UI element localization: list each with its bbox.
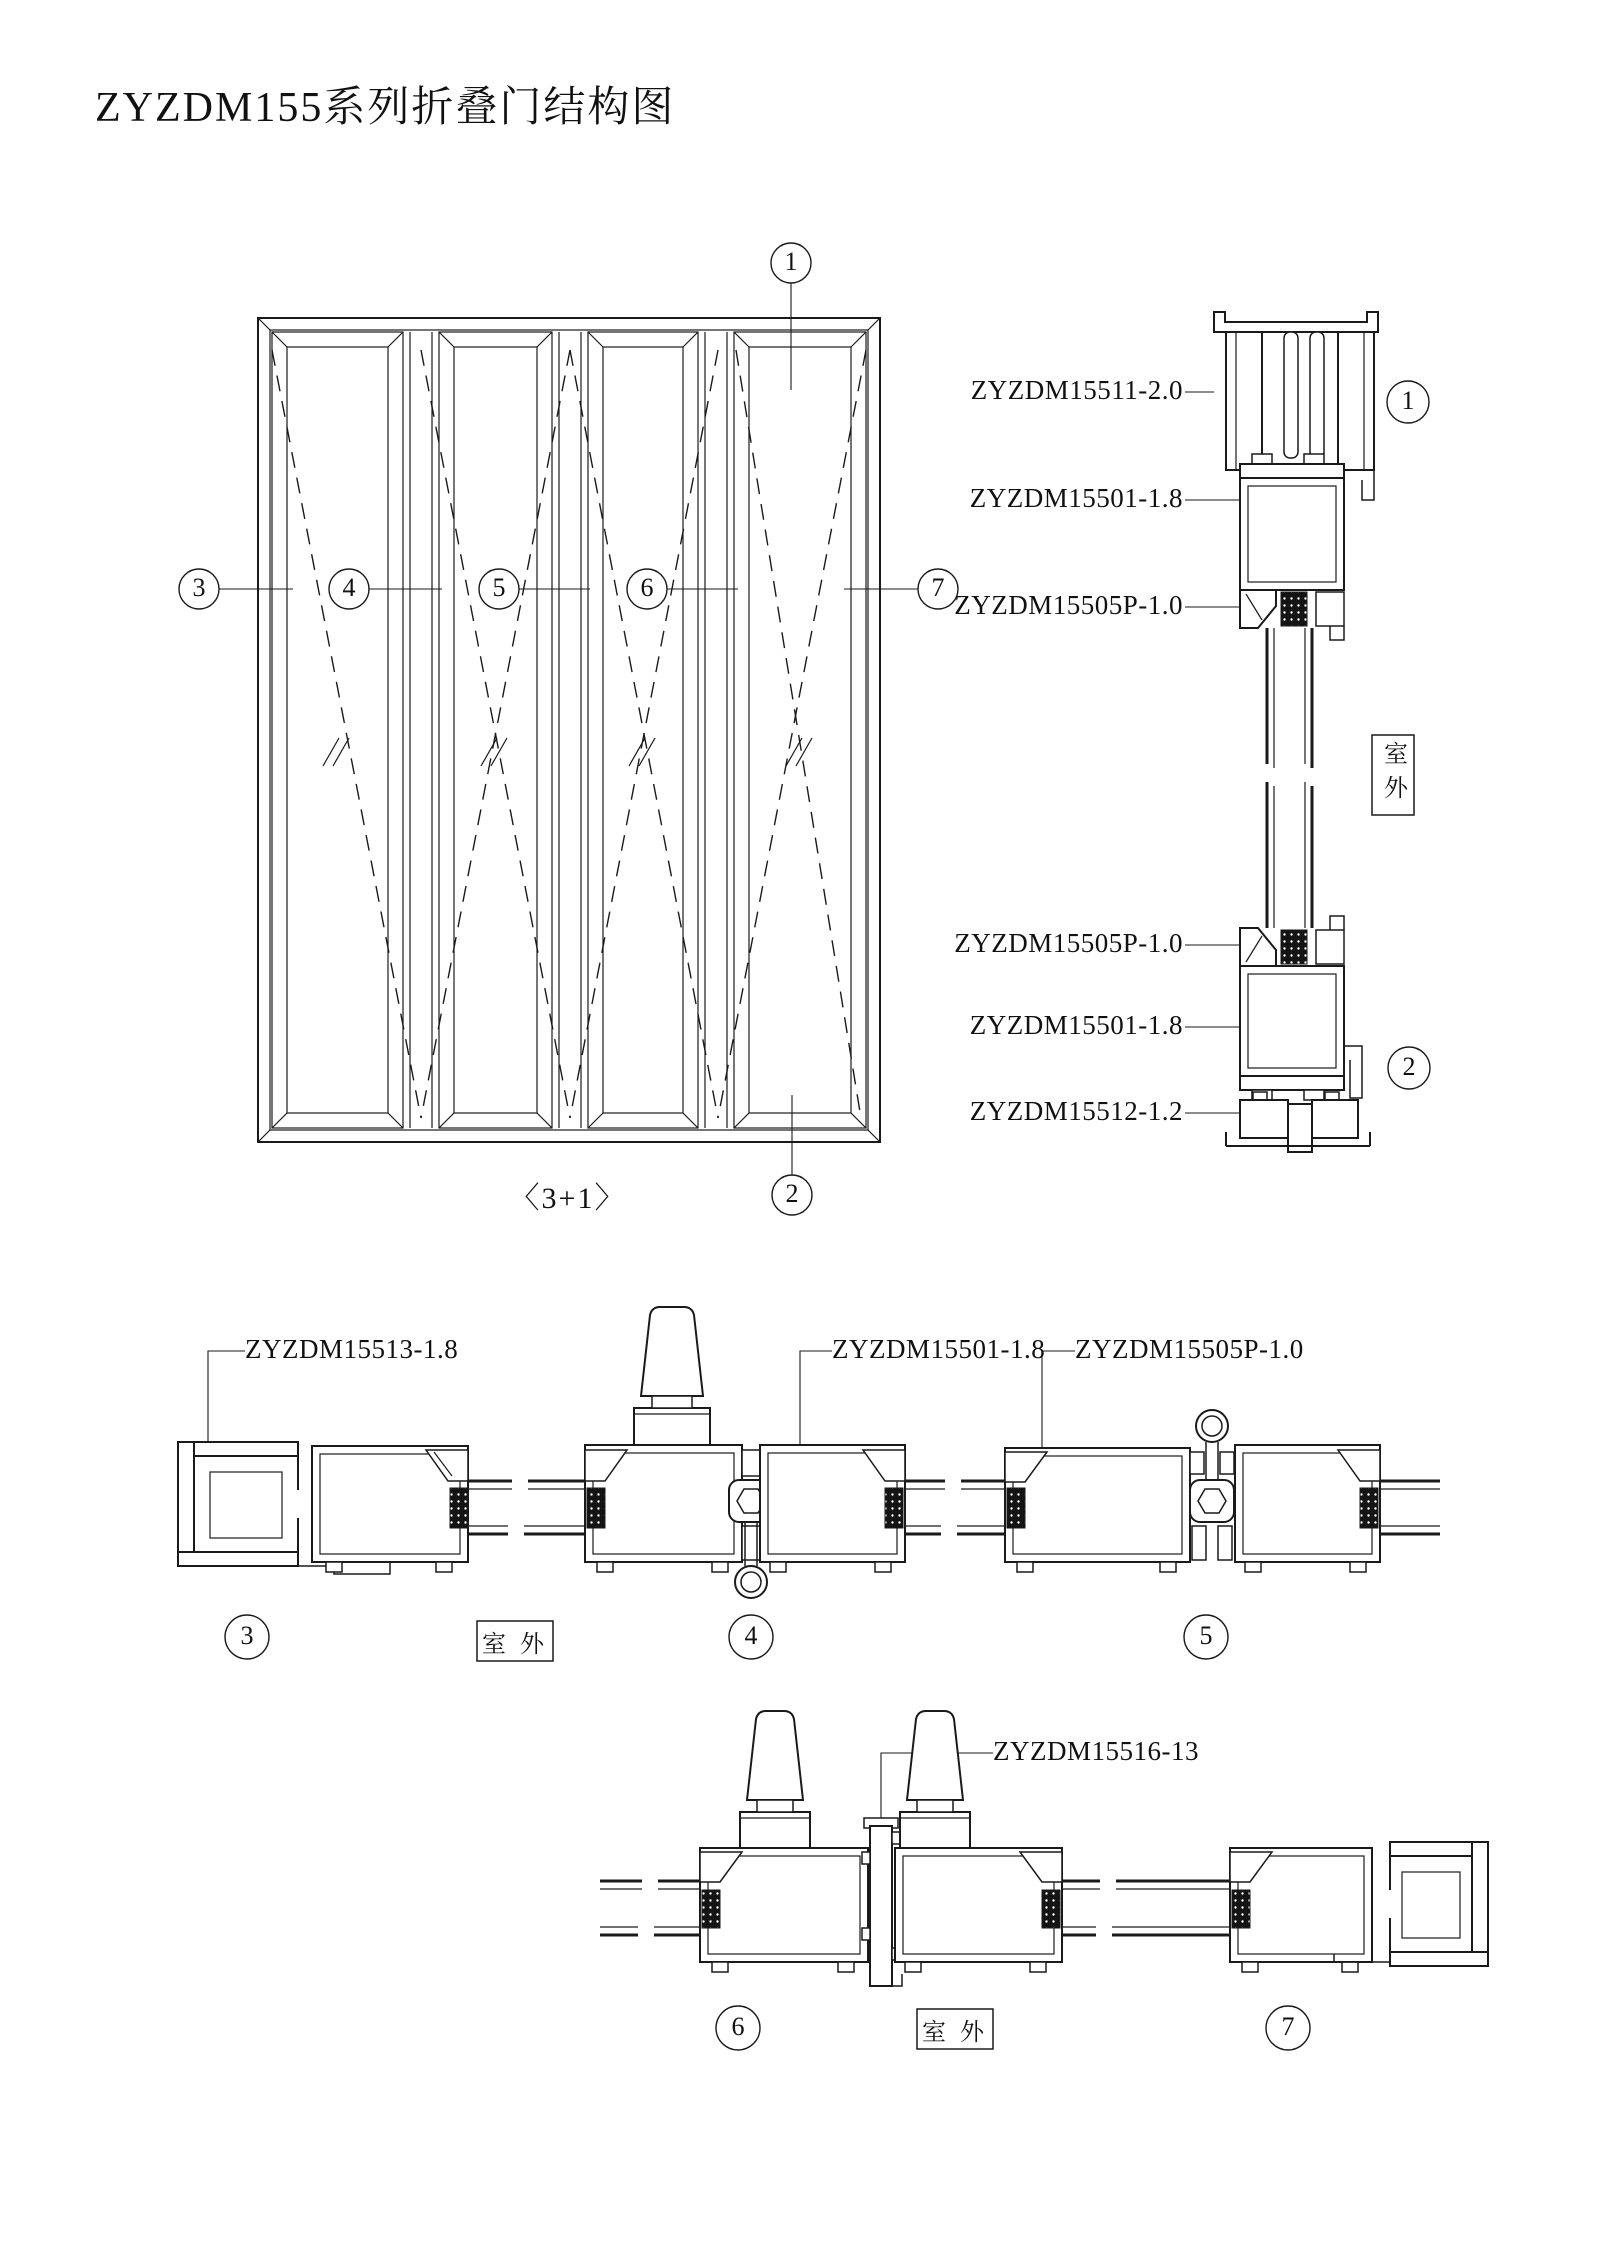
part-label-15505p-bottom: ZYZDM15505P-1.0 [954,928,1183,958]
callout-number-2: 2 [785,1178,799,1208]
configuration-label: 〈3+1〉 [509,1182,627,1215]
part-label-15501-row1: ZYZDM15501-1.8 [832,1334,1046,1364]
glass-run-2 [905,1481,1005,1534]
section6-handle-right [900,1711,970,1848]
glazing-bead-bottom [1240,928,1276,966]
vertical-section-detail [1185,312,1430,1152]
section-callout-number-7: 7 [1281,2011,1295,2041]
callout-number-7: 7 [931,572,945,602]
callout-number-1: 1 [784,246,798,276]
detail-callout-number-1: 1 [1401,385,1415,415]
section3-stile-profile [312,1446,468,1572]
part-label-15501-top: ZYZDM15501-1.8 [969,483,1183,513]
section-callout-number-5: 5 [1199,1620,1213,1650]
bottom-track-profile [1226,1092,1370,1152]
section5-right-stile [1235,1445,1380,1572]
section-callout-number-3: 3 [240,1620,254,1650]
section-callout-number-4: 4 [744,1620,758,1650]
section4-right-stile [760,1445,905,1572]
door-top-rail-profile [1240,454,1344,640]
part-label-15516: ZYZDM15516-13 [993,1736,1199,1766]
glass-run-3 [1380,1481,1440,1534]
glass-symbols [323,738,812,766]
callout-number-3: 3 [192,572,206,602]
glass-run-5 [1062,1881,1230,1935]
callout-number-4: 4 [342,572,356,602]
glass-run-1 [468,1481,585,1534]
part-label-15505p-top: ZYZDM15505P-1.0 [954,590,1183,620]
part-label-15501-bottom: ZYZDM15501-1.8 [969,1010,1183,1040]
section4-left-stile [585,1445,742,1572]
outdoor-label-vertical: 室外 [1379,741,1406,809]
callout-number-5: 5 [492,572,506,602]
part-label-15505p-row1: ZYZDM15505P-1.0 [1075,1334,1304,1364]
part-label-15512: ZYZDM15512-1.2 [969,1096,1183,1126]
glass-run-4 [600,1881,700,1935]
section6-handle-left [740,1711,810,1848]
section4-handle [634,1307,710,1445]
section5-left-stile [1005,1448,1190,1572]
section7-stile-profile [1230,1848,1372,1972]
section6-right-stile [895,1848,1062,1972]
part-label-15513: ZYZDM15513-1.8 [245,1334,459,1364]
section6-left-stile [700,1848,868,1972]
section5-hinge [1190,1410,1234,1560]
glazing-bead-top [1240,590,1276,628]
glazing-gasket-top [1281,592,1307,626]
door-bottom-rail-profile [1240,916,1362,1100]
glazing-gasket-bottom [1281,930,1307,964]
fold-direction-lines [272,350,866,1118]
detail-callout-number-2: 2 [1402,1051,1416,1081]
part-label-15511: ZYZDM15511-2.0 [970,375,1183,405]
drawing-title: ZYZDM155系列折叠门结构图 [95,85,676,131]
section-callout-number-6: 6 [731,2011,745,2041]
callout-number-6: 6 [640,572,654,602]
door-elevation-view [179,243,958,1215]
outdoor-label-row1: 室 外 [482,1631,548,1658]
outdoor-label-row2: 室 外 [922,2019,988,2046]
glass-pane-section [1267,628,1312,928]
